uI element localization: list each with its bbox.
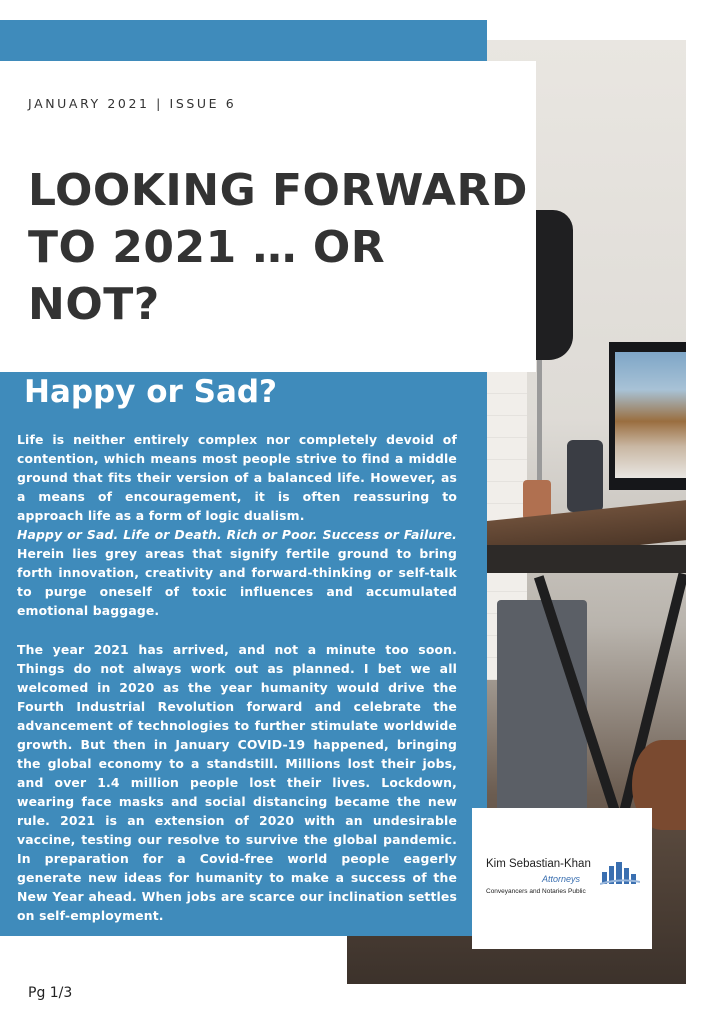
city-buildings-icon — [600, 860, 640, 886]
desk-edge — [487, 545, 686, 573]
paragraph-text: Herein lies grey areas that signify fertile ground to bring forth innovation, creativity and forward-thinking or self-talk to purge oneself of toxic influences and accumulated emotional baggage. — [17, 546, 457, 618]
issue-line: JANUARY 2021 | ISSUE 6 — [28, 96, 237, 111]
article-subheading: Happy or Sad? — [24, 374, 278, 410]
speaker — [567, 440, 603, 512]
logo-company-name: Kim Sebastian-Khan — [486, 858, 591, 870]
company-logo — [472, 808, 652, 949]
article-paragraph-2: The year 2021 has arrived, and not a minute too soon. Things do not always work out as planned. I bet we all welcomed in 2020 as the year humanity would drive the Fourth Industrial Revolution forward and celebrate the advancement of technologies to further stimulate worldwide growth. But then in January COVID-19 happened, bringing the global economy to a standstill. Millions lost their jobs, and over 1.4 million people lost their lives. Lockdown, wearing face masks and social distancing became the new rule. 2021 is an extension of 2020 with an undesirable vaccine, testing our resolve to survive the global pandemic. In preparation for a Covid-free world people eagerly generate new ideas for humanity to make a success of the New Year ahead. When jobs are scarce our inclination settles on self-employment. — [17, 642, 457, 923]
article-paragraph-1 — [17, 430, 457, 620]
italic-phrase: Happy or Sad. Life or Death. Rich or Poor. Success or Failure. — [17, 527, 457, 542]
computer-tower — [497, 600, 587, 820]
logo-role: Attorneys — [542, 874, 581, 884]
logo-tagline: Conveyancers and Notaries Public — [486, 888, 586, 895]
page-number: Pg 1/3 — [28, 985, 73, 1001]
page-title: LOOKING FORWARD TO 2021 … OR NOT? — [28, 165, 528, 330]
paragraph-text: Life is neither entirely complex nor completely devoid of contention, which means most people strive to find a middle ground that fits their version of a balanced life. However, as a means of encouragement, it is often reassuring to approach life as a form of logic dualism. — [17, 432, 457, 523]
monitor-screen — [615, 352, 686, 478]
top-accent-band — [0, 20, 487, 61]
